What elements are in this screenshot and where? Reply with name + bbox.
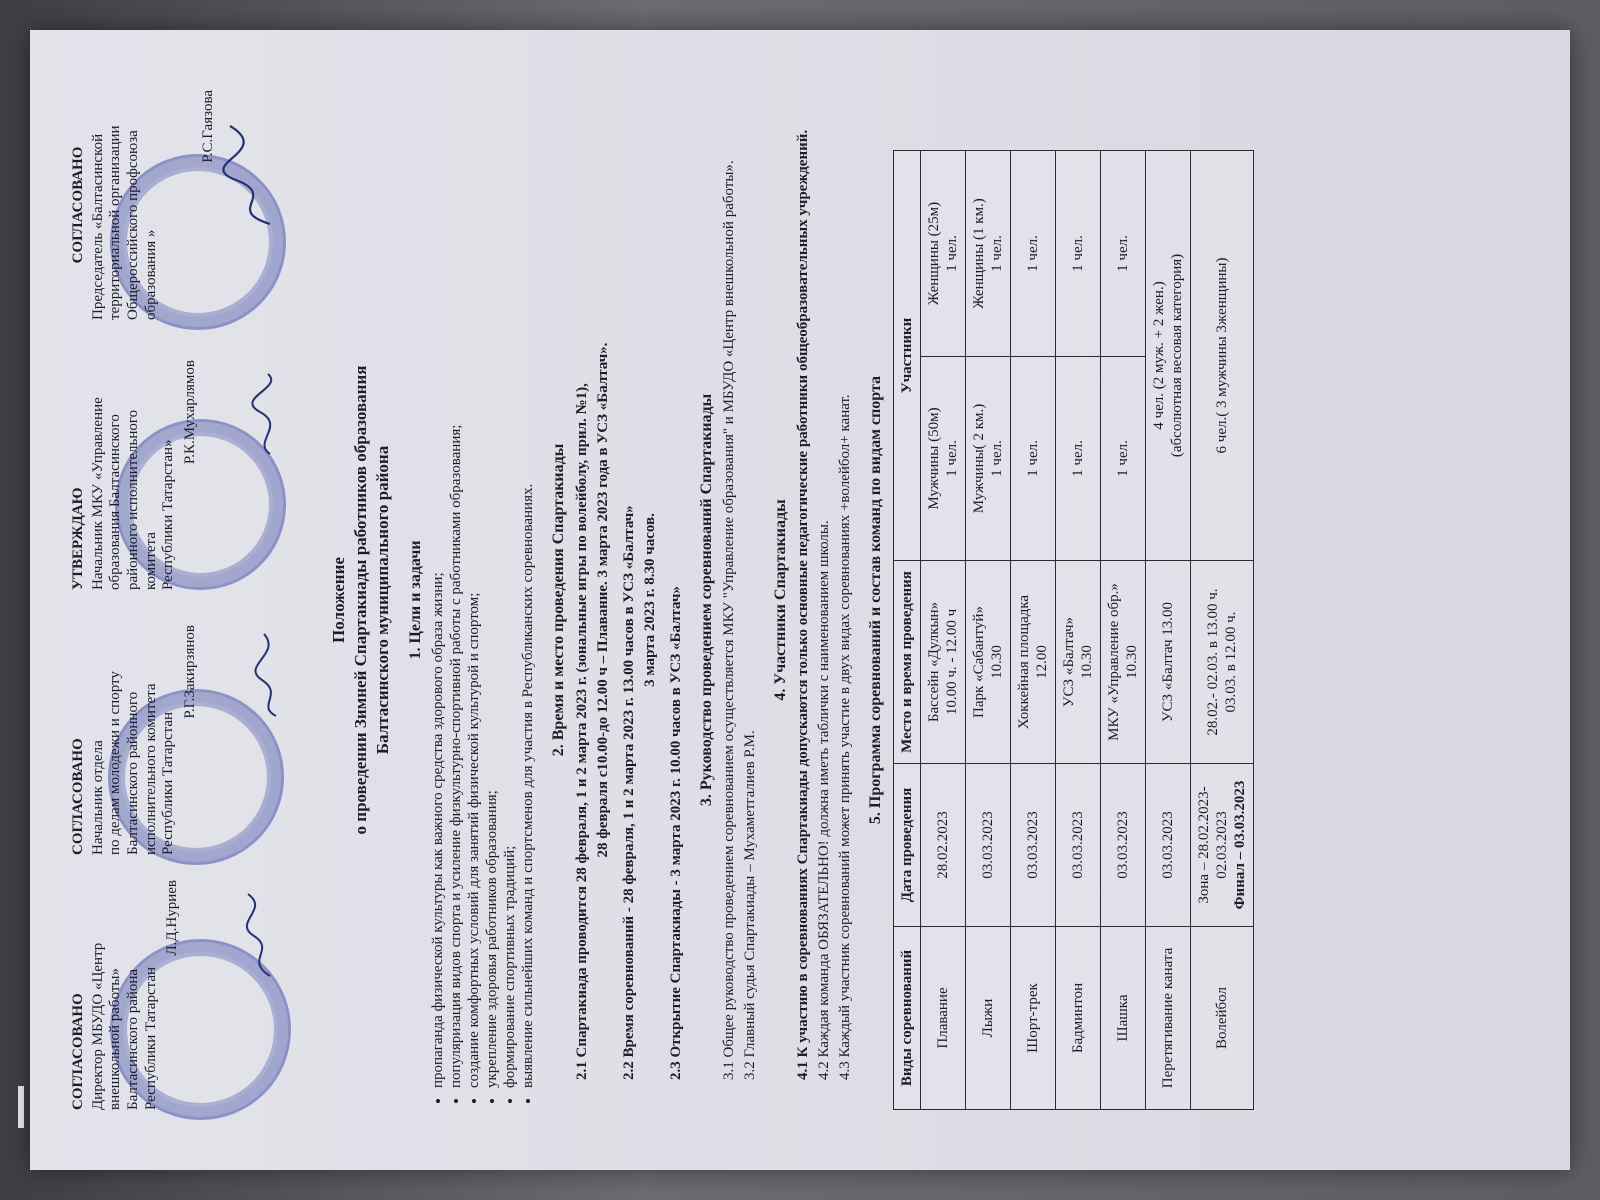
- signature-mark: [240, 890, 278, 980]
- paragraph: 4.2 Каждая команда ОБЯЗАТЕЛЬНО! должна иметь таблички с наименованием школы.: [816, 520, 833, 1080]
- header-block: [70, 360, 200, 590]
- sport-cell: Перетягивание каната: [1146, 927, 1191, 1110]
- header-line: комитета: [142, 532, 159, 590]
- place-cell: УСЗ «Балтач» 10.30: [1056, 561, 1101, 764]
- header-block: [70, 90, 218, 320]
- header-block: [70, 625, 200, 855]
- header-line: образования »: [142, 229, 159, 320]
- paragraph: 4.1 К участию в соревнованиях Спартакиады допускаются только основные педагогические работники общеобразовательных учреждений.: [795, 129, 812, 1080]
- women-cell: 1 чел.: [1011, 151, 1056, 357]
- list-item: • популяризация видов спорта и усиление физкультурно-спортивной работы с работниками образования;: [447, 90, 465, 1088]
- header-line: Республики Татарстан: [142, 966, 159, 1110]
- sport-cell: Бадминтон: [1056, 927, 1101, 1110]
- sport-cell: Шашка: [1101, 927, 1146, 1110]
- date-cell: 03.03.2023: [1056, 764, 1101, 927]
- women-cell: Женщины (1 км.) 1 чел.: [966, 151, 1011, 357]
- program-table: [893, 150, 1254, 1110]
- sport-cell: Волейбол: [1191, 927, 1254, 1110]
- signature-mark: [220, 120, 280, 230]
- men-cell: 1 чел.: [1056, 356, 1101, 560]
- men-cell: 1 чел.: [1101, 356, 1146, 560]
- header-line: Начальник отдела: [89, 740, 106, 855]
- place-cell: Хоккейная площадка 12.00: [1011, 561, 1056, 764]
- paragraph: 3.1 Общее руководство проведением соревнованием осуществляется МКУ "Управление образования" и МБУДО «Центр внешкольной работы».: [720, 160, 737, 1080]
- women-cell: Женщины (25м) 1 чел.: [921, 151, 966, 357]
- place-cell: МКУ «Управление обр.» 10.30: [1101, 561, 1146, 764]
- document-page: [70, 90, 1530, 1110]
- signatory-name: Р.С.Гаязова: [200, 90, 217, 163]
- document-sheet: [30, 30, 1570, 1170]
- men-cell: Мужчины (50м) 1 чел.: [921, 356, 966, 560]
- date-cell: 28.02.2023: [921, 764, 966, 927]
- men-cell: Мужчины( 2 км.) 1 чел.: [966, 356, 1011, 560]
- place-cell: Парк «Сабантуй» 10.30: [966, 561, 1011, 764]
- date-cell: 03.03.2023: [966, 764, 1011, 927]
- men-cell: 1 чел.: [1011, 356, 1056, 560]
- date-cell: 03.03.2023: [1011, 764, 1056, 927]
- header-line: Балтасинского районного: [125, 691, 142, 855]
- header-title: СОГЛАСОВАНО: [70, 738, 86, 855]
- header-title: УТВЕРЖДАЮ: [70, 487, 86, 590]
- header-line: территориальной организации: [107, 125, 124, 320]
- header-line: образования Балтасинского: [107, 414, 124, 590]
- signatory-name: Л.Д.Нуриев: [164, 880, 181, 956]
- table-row: [1146, 151, 1191, 1110]
- section-heading: 2. Время и место проведения Спартакиады: [550, 443, 568, 757]
- women-cell: 1 чел.: [1101, 151, 1146, 357]
- table-row: [1191, 151, 1254, 1110]
- header-line: по делам молодежи и спорту: [107, 671, 124, 855]
- header-title: СОГЛАСОВАНО: [70, 146, 86, 264]
- paragraph: 28 февраля с10.00-до 12.00 ч – Плавание. 3 марта 2023 года в УСЗ «Балтач».: [594, 342, 611, 858]
- header-line: Республики Татарстан: [160, 711, 177, 855]
- paragraph: 2.1 Спартакиада проводится 28 февраля, 1 и 2 марта 2023 г. (зональные игры по волейболу, прил. №1),: [573, 383, 590, 1080]
- approval-headers: [70, 90, 320, 1110]
- section-heading: 4. Участники Спартакиады: [771, 499, 789, 701]
- date-cell: 03.03.2023: [1101, 764, 1146, 927]
- date-cell: Зона – 28.02.2023- 02.03.2023 Финал – 03.03.2023: [1191, 764, 1254, 927]
- header-line: Директор МБУДО «Центр: [89, 942, 106, 1110]
- column-header: Дата проведения: [894, 764, 921, 927]
- paragraph: 4.3 Каждый участник соревнований может принять участие в двух видах соревнованиях +волейбол+ канат.: [837, 394, 854, 1080]
- paragraph: 2.2 Время соревнований - 28 февраля, 1 и 2 марта 2023 г. 13.00 часов в УСЗ «Балтач»: [620, 505, 637, 1080]
- sport-cell: Лыжи: [966, 927, 1011, 1110]
- table-row: [1101, 151, 1146, 1110]
- header-line: Председатель «Балтасинской: [89, 133, 106, 320]
- goals-list: [429, 90, 537, 1110]
- place-cell: Бассейн «Дулкын» 10.00 ч. - 12.00 ч: [921, 561, 966, 764]
- header-line: Республики Татарстан»: [160, 439, 177, 590]
- participants-cell: 6 чел.( 3 мужчины 3женщины): [1191, 151, 1254, 561]
- signature-mark: [250, 630, 288, 720]
- date-cell: 03.03.2023: [1146, 764, 1191, 927]
- list-item: • создание комфортных условий для занятий физической культурой и спортом;: [465, 90, 483, 1088]
- signature-mark: [250, 370, 288, 460]
- header-line: исполнительного комитета: [142, 683, 159, 855]
- signatory-name: Р.Г.Закирзянов: [182, 625, 199, 719]
- title-line: Положение: [329, 557, 348, 643]
- participants-cell: 4 чел. (2 муж. + 2 жен.) (абсолютная весовая категория): [1146, 151, 1191, 561]
- sport-cell: Шорт-трек: [1011, 927, 1056, 1110]
- section-heading: 3. Руководство проведением соревнований Спартакиады: [697, 393, 715, 807]
- list-item: • пропаганда физической культуры как важного средства здорового образа жизни;: [429, 90, 447, 1088]
- column-header: Участники: [894, 151, 921, 561]
- header-line: внешкольной работы»: [107, 967, 124, 1110]
- section-heading: 1. Цели и задачи: [407, 540, 425, 660]
- header-line: Общероссийского профсоюза: [125, 130, 142, 320]
- list-item: • формирование спортивных традиций;: [501, 90, 519, 1088]
- table-row: [921, 151, 966, 1110]
- title-line: Балтасинского муниципального района: [373, 445, 393, 755]
- list-item: • выявление сильнейших команд и спортсменов для участия в Республиканских соревнованиях.: [519, 90, 537, 1088]
- section-heading: 5. Программа соревнований и состав команд по видам спорта: [867, 375, 885, 825]
- place-cell: 28.02.- 02.03. в 13.00 ч. 03.03. в 12.00 ч.: [1191, 561, 1254, 764]
- header-block: [70, 880, 182, 1110]
- paragraph: 2.3 Открытие Спартакиады - 3 марта 2023 г. 10.00 часов в УСЗ «Балтач»: [667, 586, 684, 1080]
- header-line: Балтасинского района: [125, 968, 142, 1110]
- header-line: районного исполнительного: [125, 409, 142, 590]
- place-cell: УСЗ «Балтач 13.00: [1146, 561, 1191, 764]
- signatory-name: Р.К.Мухарлямов: [182, 360, 199, 465]
- women-cell: 1 чел.: [1056, 151, 1101, 357]
- header-title: СОГЛАСОВАНО: [70, 993, 86, 1110]
- paragraph: 3 марта 2023 г. 8.30 часов.: [641, 513, 658, 687]
- title-line: о проведении Зимней Спартакиады работников образования: [351, 365, 371, 835]
- edge-mark: [18, 1086, 24, 1128]
- paragraph: 3.2 Главный судья Спартакиады – Мухаметгалиев Р.М.: [741, 730, 758, 1080]
- table-row: [966, 151, 1011, 1110]
- table-row: [1011, 151, 1056, 1110]
- list-item: • укрепление здоровья работников образования;: [483, 90, 501, 1088]
- column-header: Виды соревнований: [894, 927, 921, 1110]
- table-row: [1056, 151, 1101, 1110]
- sport-cell: Плавание: [921, 927, 966, 1110]
- column-header: Место и время проведения: [894, 561, 921, 764]
- document-title: [328, 90, 394, 1110]
- header-line: Начальник МКУ «Управление: [89, 397, 106, 590]
- table-header-row: [894, 151, 921, 1110]
